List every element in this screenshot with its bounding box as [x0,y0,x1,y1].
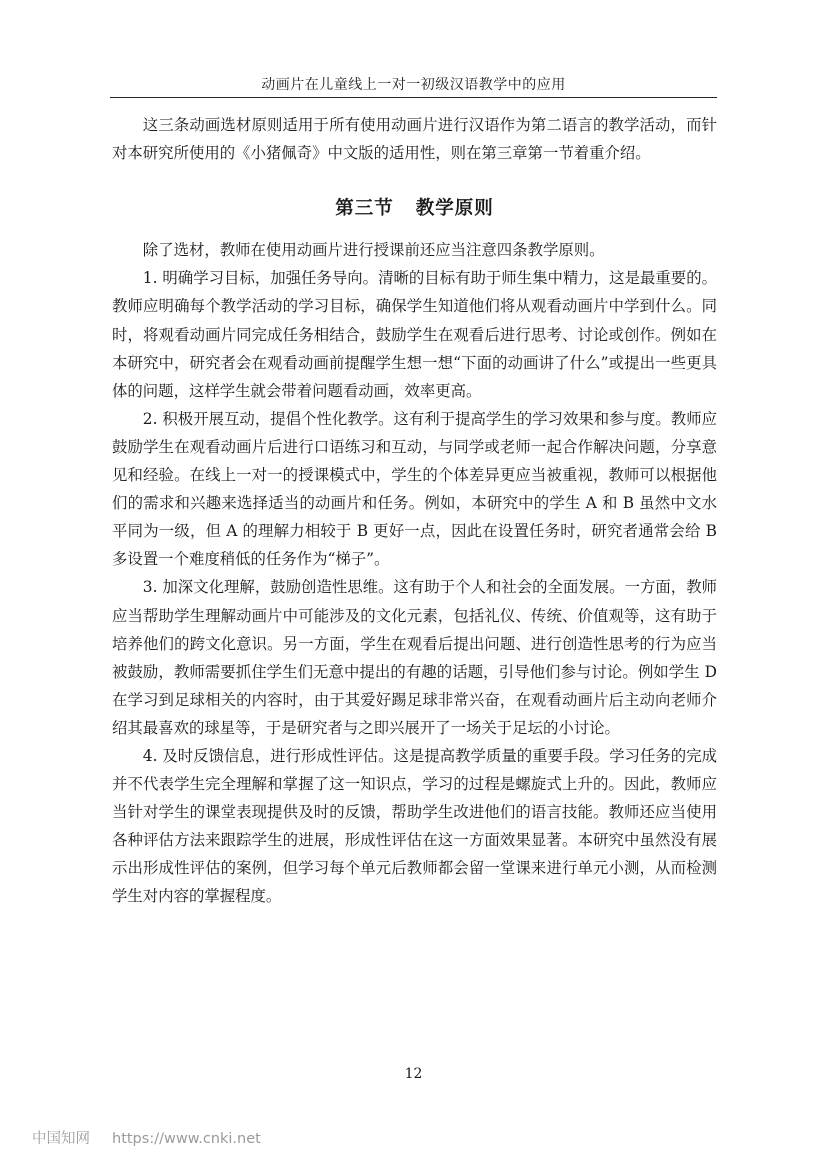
section-title: 教学原则 [415,198,494,220]
section-heading [112,195,717,223]
cnki-watermark [32,1127,261,1148]
page-number: 12 [404,1066,423,1082]
paragraph-principle-1: 1. 明确学习目标，加强任务导向。清晰的目标有助于师生集中精力，这是最重要的。教师应明确每个教学活动的学习目标，确保学生知道他们将从观看动画片中学到什么。同时，将观看动画片同完成任务相结合，鼓励学生在观看后进行思考、讨论或创作。例如在本研究中，研究者会在观看动画前提醒学生想一想“下面的动画讲了什么”或提出一些更具体的问题，这样学生就会带着问题看动画，效率更高。 [112,269,717,400]
intro-paragraph: 这三条动画选材原则适用于所有使用动画片进行汉语作为第二语言的教学活动，而针对本研究所使用的《小猪佩奇》中文版的适用性，则在第三章第一节着重介绍。 [112,116,717,163]
header-rule [110,97,717,98]
section-number: 第三节 [335,198,394,220]
paragraph-principle-4: 4. 及时反馈信息，进行形成性评估。这是提高教学质量的重要手段。学习任务的完成并不代表学生完全理解和掌握了这一知识点，学习的过程是螺旋式上升的。因此，教师应当针对学生的课堂表现提供及时的反馈，帮助学生改进他们的语言技能。教师还应当使用各种评估方法来跟踪学生的进展，形成性评估在这一方面效果显著。本研究中虽然没有展示出形成性评估的案例，但学习每个单元后教师都会留一堂课来进行单元小测，从而检测学生对内容的掌握程度。 [112,746,717,906]
paragraph-principle-2: 2. 积极开展互动，提倡个性化教学。这有利于提高学生的学习效果和参与度。教师应鼓励学生在观看动画片后进行口语练习和互动，与同学或老师一起合作解决问题，分享意见和经验。在线上一对一的授课模式中，学生的个体差异更应当被重视，教师可以根据他们的需求和兴趣来选择适当的动画片和任务。例如，本研究中的学生 A 和 B 虽然中文水平同为一级，但 A 的理解力相较于 B 更好一点，因此在设置任务时，研究者通常会给 B 多设置一个难度稍低的任务作为“梯子”。 [112,409,717,569]
running-header: 动画片在儿童线上一对一初级汉语教学中的应用 [261,77,566,93]
paragraph-principle-3: 3. 加深文化理解，鼓励创造性思维。这有助于个人和社会的全面发展。一方面，教师应当帮助学生理解动画片中可能涉及的文化元素，包括礼仪、传统、价值观等，这有助于培养他们的跨文化意识。另一方面，学生在观看后提出问题、进行创造性思考的行为应当被鼓励，教师需要抓住学生们无意中提出的有趣的话题，引导他们参与讨论。例如学生 D 在学习到足球相关的内容时，由于其爱好踢足球非常兴奋，在观看动画片后主动向老师介绍其最喜欢的球星等，于是研究者与之即兴展开了一场关于足坛的小讨论。 [112,578,717,737]
page-content [112,111,717,911]
watermark-brand: 中国知网 [32,1131,90,1147]
watermark-url[interactable]: https://www.cnki.net [112,1131,261,1147]
paragraph-lead: 除了选材，教师在使用动画片进行授课前还应当注意四条教学原则。 [142,241,605,260]
